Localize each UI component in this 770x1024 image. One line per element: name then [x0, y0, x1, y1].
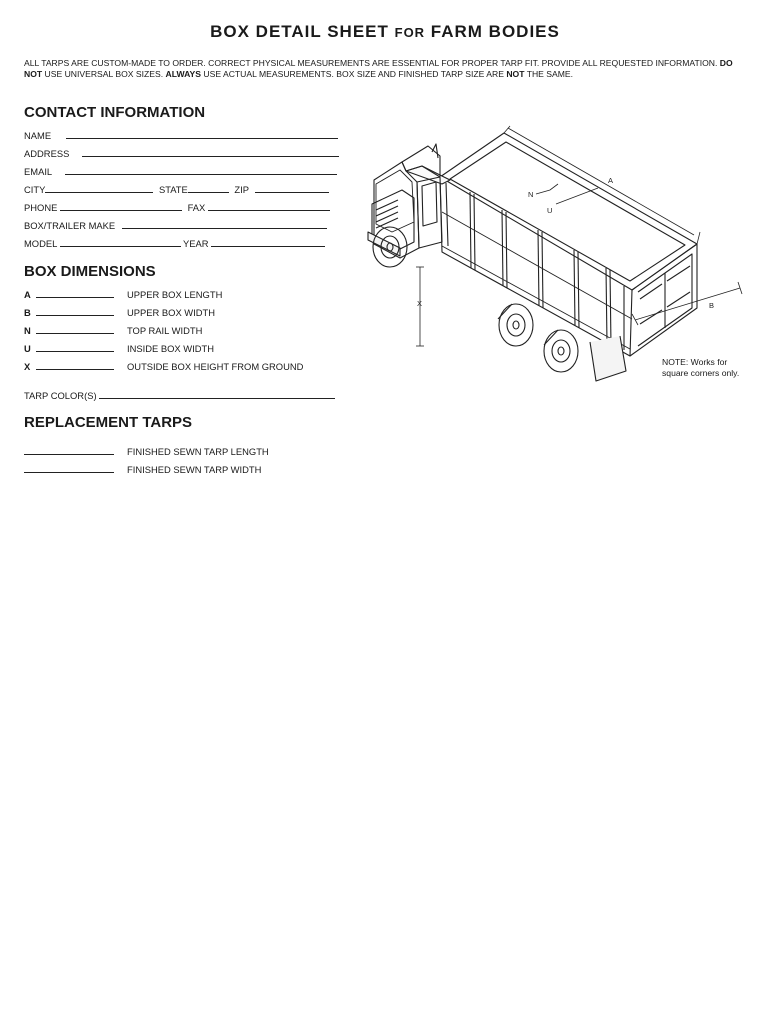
dump-truck-diagram: [362, 124, 757, 386]
state-field[interactable]: [188, 184, 229, 193]
tarp-color-label: TARP COLOR(S): [24, 390, 97, 401]
intro-instructions: [24, 58, 752, 80]
replacement-tarps-heading: REPLACEMENT TARPS: [24, 414, 193, 431]
label-b: B: [709, 301, 715, 310]
page-title: [0, 22, 770, 42]
phone-field[interactable]: [60, 202, 182, 211]
address-row: [24, 148, 339, 159]
label-u: U: [547, 206, 553, 215]
address-field[interactable]: [82, 148, 339, 157]
tarp-length-row: [24, 446, 269, 457]
label-x: X: [417, 299, 423, 308]
note-line-1: NOTE: Works for: [662, 357, 728, 367]
label-n: N: [528, 190, 534, 199]
note-line-2: square corners only.: [662, 368, 740, 378]
intro-text-1: ALL TARPS ARE CUSTOM-MADE TO ORDER. CORRECT PHYSICAL MEASUREMENTS ARE ESSENTIAL FOR PROPER TARP FIT. PROVIDE ALL REQUESTED INFORMATION.: [24, 58, 720, 68]
box-inner-rim: [450, 142, 685, 281]
year-label: YEAR: [183, 238, 209, 249]
intro-bold-do-not: DO NOT: [24, 58, 733, 79]
tarp-color-field[interactable]: [99, 390, 335, 399]
phone-row: [24, 202, 330, 213]
city-row: [24, 184, 329, 195]
tarp-length-label: FINISHED SEWN TARP LENGTH: [127, 446, 269, 457]
state-label: STATE: [158, 184, 188, 195]
box-dimensions-heading: BOX DIMENSIONS: [24, 263, 156, 280]
title-for: FOR: [394, 25, 426, 40]
dimension-letter: U: [24, 343, 31, 354]
dimension-row-n: [24, 325, 203, 336]
dimension-desc: UPPER BOX WIDTH: [127, 307, 216, 318]
dimension-b-field[interactable]: [36, 307, 114, 316]
dimension-desc: OUTSIDE BOX HEIGHT FROM GROUND: [127, 361, 304, 372]
email-row: [24, 166, 337, 177]
dimension-n-field[interactable]: [36, 325, 114, 334]
diagram-note: [662, 357, 752, 379]
dimension-row-b: [24, 307, 216, 318]
intro-bold-not: NOT: [506, 69, 525, 79]
make-label: BOX/TRAILER MAKE: [24, 220, 116, 231]
zip-field[interactable]: [255, 184, 329, 193]
model-row: [24, 238, 325, 249]
tarp-width-row: [24, 464, 262, 475]
model-label: MODEL: [24, 238, 57, 249]
dimension-row-u: [24, 343, 214, 354]
dimension-row-x: [24, 361, 304, 372]
city-field[interactable]: [45, 184, 153, 193]
tarp-length-field[interactable]: [24, 446, 114, 455]
dimension-desc: TOP RAIL WIDTH: [127, 325, 203, 336]
fax-label: FAX: [187, 202, 206, 213]
dimension-u-field[interactable]: [36, 343, 114, 352]
tarp-color-row: [24, 390, 335, 401]
label-a: A: [608, 176, 614, 185]
name-row: [24, 130, 338, 141]
dimension-letter: N: [24, 325, 31, 336]
phone-label: PHONE: [24, 202, 58, 213]
intro-text-4: THE SAME.: [524, 69, 574, 79]
intro-text-2: USE UNIVERSAL BOX SIZES.: [42, 69, 166, 79]
zip-label: ZIP: [234, 184, 249, 195]
fax-field[interactable]: [208, 202, 330, 211]
dimension-row-a: [24, 289, 223, 300]
tarp-width-label: FINISHED SEWN TARP WIDTH: [127, 464, 262, 475]
email-label: EMAIL: [24, 166, 52, 177]
intro-bold-always: ALWAYS: [165, 69, 202, 79]
contact-heading: CONTACT INFORMATION: [24, 104, 206, 121]
model-field[interactable]: [60, 238, 181, 247]
dimension-letter: X: [24, 361, 31, 372]
name-label: NAME: [24, 130, 52, 141]
title-part-1: BOX DETAIL SHEET: [210, 22, 395, 41]
dimension-desc: INSIDE BOX WIDTH: [127, 343, 214, 354]
address-label: ADDRESS: [24, 148, 70, 159]
dimension-x-field[interactable]: [36, 361, 114, 370]
city-label: CITY: [24, 184, 46, 195]
dimension-letter: A: [24, 289, 31, 300]
email-field[interactable]: [65, 166, 337, 175]
intro-text-3: USE ACTUAL MEASUREMENTS. BOX SIZE AND FINISHED TARP SIZE ARE: [201, 69, 507, 79]
box-side-outline: [440, 177, 632, 356]
year-field[interactable]: [211, 238, 325, 247]
dimension-letter: B: [24, 307, 31, 318]
make-row: [24, 220, 327, 231]
make-field[interactable]: [122, 220, 327, 229]
dimension-desc: UPPER BOX LENGTH: [127, 289, 223, 300]
dimension-a-field[interactable]: [36, 289, 114, 298]
tarp-width-field[interactable]: [24, 464, 114, 473]
title-part-2: FARM BODIES: [425, 22, 560, 41]
name-field[interactable]: [66, 130, 338, 139]
